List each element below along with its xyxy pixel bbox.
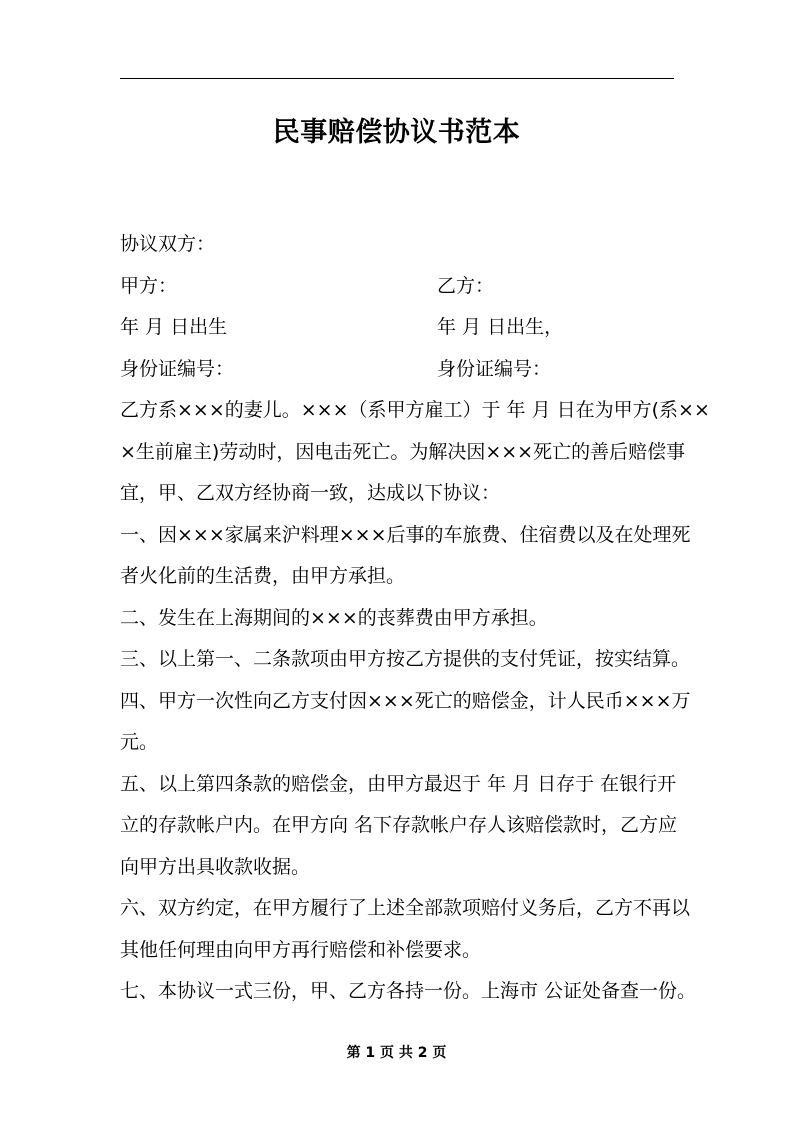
party-a-id: 身份证编号： (120, 358, 235, 380)
body-line: 元。 (120, 731, 159, 753)
body-line: 其他任何理由向甲方再行赔偿和补偿要求。 (120, 939, 482, 961)
party-b-id: 身份证编号： (437, 358, 552, 380)
page-number: 第 1 页 共 2 页 (346, 1045, 447, 1061)
body-line: 七、本协议一式三份，甲、乙方各持一份。上海市 公证处备查一份。 (120, 980, 697, 1002)
body-line: 宜，甲、乙双方经协商一致，达成以下协议： (120, 482, 501, 504)
body-line: 向甲方出具收款收据。 (120, 856, 311, 878)
party-a-birth: 年 月 日出生 (120, 316, 228, 338)
body-line: 四、甲方一次性向乙方支付因×××死亡的赔偿金，计人民币×××万 (120, 690, 691, 712)
document-title: 民事赔偿协议书范本 (272, 117, 521, 148)
body-line: 立的存款帐户内。在甲方向 名下存款帐户存人该赔偿款时，乙方应 (120, 814, 678, 836)
party-b-birth: 年 月 日出生， (437, 316, 564, 338)
body-line: 二、发生在上海期间的×××的丧葬费由甲方承担。 (120, 607, 548, 629)
body-line: 五、以上第四条款的赔偿金，由甲方最迟于 年 月 日存于 在银行开 (120, 773, 677, 795)
header-rule (120, 78, 674, 79)
body-line: 一、因×××家属来沪料理×××后事的车旅费、住宿费以及在处理死 (120, 524, 691, 546)
party-a-label: 甲方： (120, 275, 178, 297)
body-line: 者火化前的生活费，由甲方承担。 (120, 565, 406, 587)
body-line: 三、以上第一、二条款项由甲方按乙方提供的支付凭证，按实结算。 (120, 648, 691, 670)
body-line: ×生前雇主)劳动时，因电击死亡。为解决因×××死亡的善后赔偿事 (120, 441, 686, 463)
parties-heading: 协议双方： (120, 233, 216, 255)
body-line: 乙方系×××的妻儿。×××（系甲方雇工）于 年 月 日在为甲方(系×× (120, 399, 710, 421)
party-b-label: 乙方： (437, 275, 495, 297)
body-line: 六、双方约定，在甲方履行了上述全部款项赔付义务后，乙方不再以 (120, 897, 691, 919)
